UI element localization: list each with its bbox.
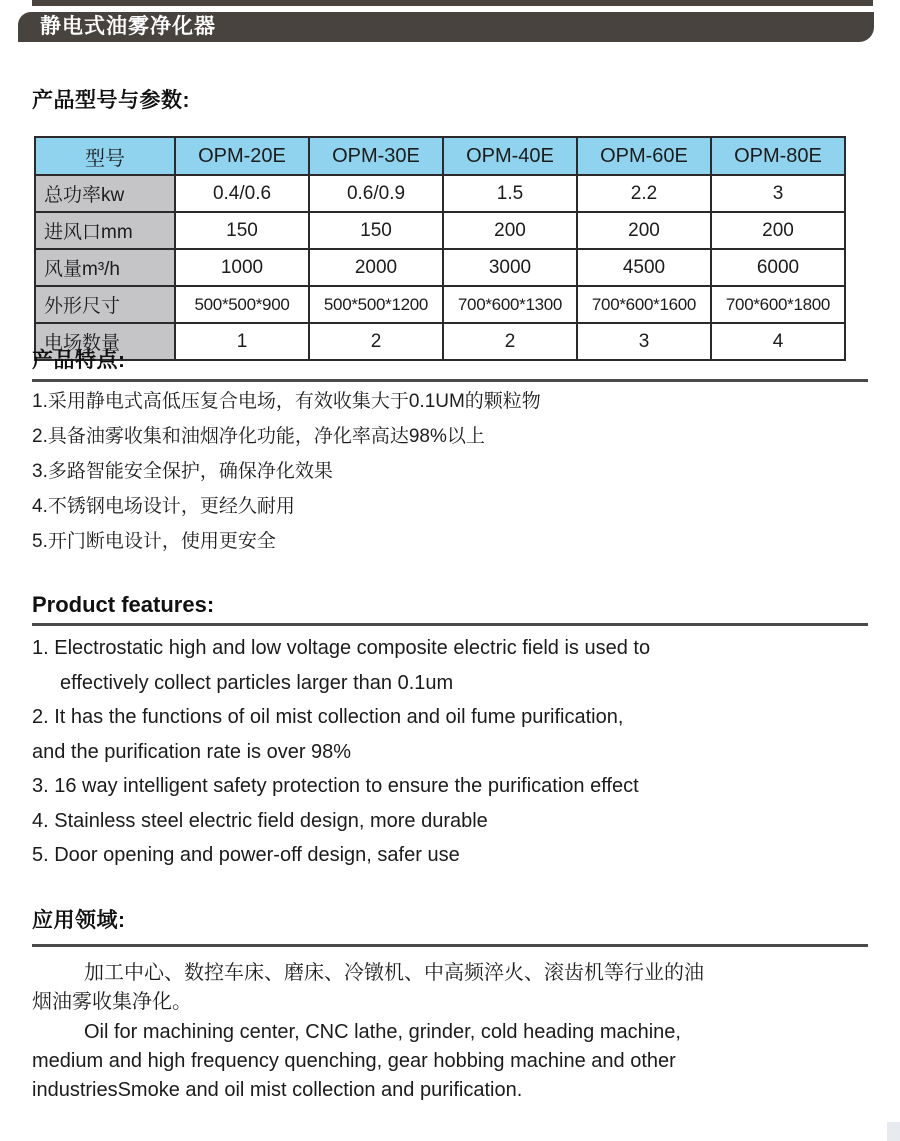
table-cell: 1 — [175, 323, 309, 360]
table-cell: 1000 — [175, 249, 309, 286]
feature-en-line: 5. Door opening and power-off design, safer use — [32, 844, 460, 866]
section-features-en — [32, 592, 868, 873]
application-en-line: Oil for machining center, CNC lathe, grinder, cold heading machine, — [84, 1021, 681, 1043]
table-cell: 700*600*1300 — [443, 286, 577, 323]
table-header-cell: OPM-20E — [175, 137, 309, 175]
features-en-list — [32, 631, 868, 873]
application-en-line: industriesSmoke and oil mist collection and purification. — [32, 1079, 523, 1101]
section-application — [32, 908, 868, 1105]
table-cell: 0.6/0.9 — [309, 175, 443, 212]
application-en-line: medium and high frequency quenching, gear hobbing machine and other — [32, 1050, 676, 1072]
table-cell: 700*600*1600 — [577, 286, 711, 323]
row-label: 进风口mm — [35, 212, 175, 249]
table-cell: 150 — [175, 212, 309, 249]
table-cell: 500*500*900 — [175, 286, 309, 323]
feature-cn-item: 3.多路智能安全保护，确保净化效果 — [32, 461, 333, 482]
section-features-cn — [32, 348, 868, 559]
feature-cn-item: 4.不锈钢电场设计，更经久耐用 — [32, 496, 295, 517]
table-cell: 3 — [711, 175, 845, 212]
table-cell: 3 — [577, 323, 711, 360]
page-header-bar — [18, 12, 874, 42]
table-row-dimensions — [35, 286, 845, 323]
corner-square — [887, 1122, 900, 1141]
table-cell: 2 — [443, 323, 577, 360]
spec-table — [34, 136, 846, 361]
feature-en-line: 2. It has the functions of oil mist collection and oil fume purification, — [32, 706, 624, 728]
table-header-row — [35, 137, 845, 175]
features-en-heading: Product features: — [32, 592, 868, 626]
table-header-cell: OPM-60E — [577, 137, 711, 175]
application-cn-line: 烟油雾收集净化。 — [32, 991, 192, 1013]
table-header-cell: OPM-80E — [711, 137, 845, 175]
page-title: 静电式油雾净化器 — [40, 15, 216, 38]
application-paragraph-en — [32, 1018, 868, 1105]
table-cell: 200 — [577, 212, 711, 249]
row-label: 外形尺寸 — [35, 286, 175, 323]
table-cell: 4 — [711, 323, 845, 360]
table-row-power — [35, 175, 845, 212]
table-cell: 200 — [443, 212, 577, 249]
table-cell: 500*500*1200 — [309, 286, 443, 323]
table-row-airflow — [35, 249, 845, 286]
table-cell: 2.2 — [577, 175, 711, 212]
features-cn-heading: 产品特点: — [32, 348, 868, 382]
table-cell: 6000 — [711, 249, 845, 286]
table-header-cell-model: 型号 — [35, 137, 175, 175]
row-label: 电场数量 — [35, 323, 175, 360]
features-cn-list — [32, 384, 868, 559]
feature-en-line: and the purification rate is over 98% — [32, 740, 352, 763]
row-label: 总功率kw — [35, 175, 175, 212]
feature-en-line: 4. Stainless steel electric field design, more durable — [32, 809, 488, 832]
application-heading: 应用领域: — [32, 908, 868, 947]
table-cell: 1.5 — [443, 175, 577, 212]
row-label: 风量m³/h — [35, 249, 175, 286]
feature-en-line: 3. 16 way intelligent safety protection to ensure the purification effect — [32, 775, 639, 797]
top-edge-strip — [32, 0, 873, 6]
table-cell: 3000 — [443, 249, 577, 286]
table-header-cell: OPM-30E — [309, 137, 443, 175]
feature-cn-item: 2.具备油雾收集和油烟净化功能，净化率高达98%以上 — [32, 426, 485, 447]
table-cell: 2 — [309, 323, 443, 360]
feature-cn-item: 1.采用静电式高低压复合电场，有效收集大于0.1UM的颗粒物 — [32, 391, 541, 412]
feature-en-line: effectively collect particles larger than 0.1um — [60, 671, 454, 694]
table-cell: 150 — [309, 212, 443, 249]
table-cell: 200 — [711, 212, 845, 249]
table-cell: 2000 — [309, 249, 443, 286]
table-cell: 700*600*1800 — [711, 286, 845, 323]
section-params — [32, 88, 868, 113]
feature-cn-item: 5.开门断电设计，使用更安全 — [32, 531, 276, 552]
params-heading: 产品型号与参数: — [32, 89, 190, 112]
application-paragraph-cn — [32, 959, 868, 1017]
feature-en-line: 1. Electrostatic high and low voltage composite electric field is used to — [32, 637, 651, 659]
table-header-cell: OPM-40E — [443, 137, 577, 175]
table-row-inlet — [35, 212, 845, 249]
table-cell: 4500 — [577, 249, 711, 286]
table-cell: 0.4/0.6 — [175, 175, 309, 212]
application-cn-line: 加工中心、数控车床、磨床、冷镦机、中高频淬火、滚齿机等行业的油 — [84, 962, 704, 984]
